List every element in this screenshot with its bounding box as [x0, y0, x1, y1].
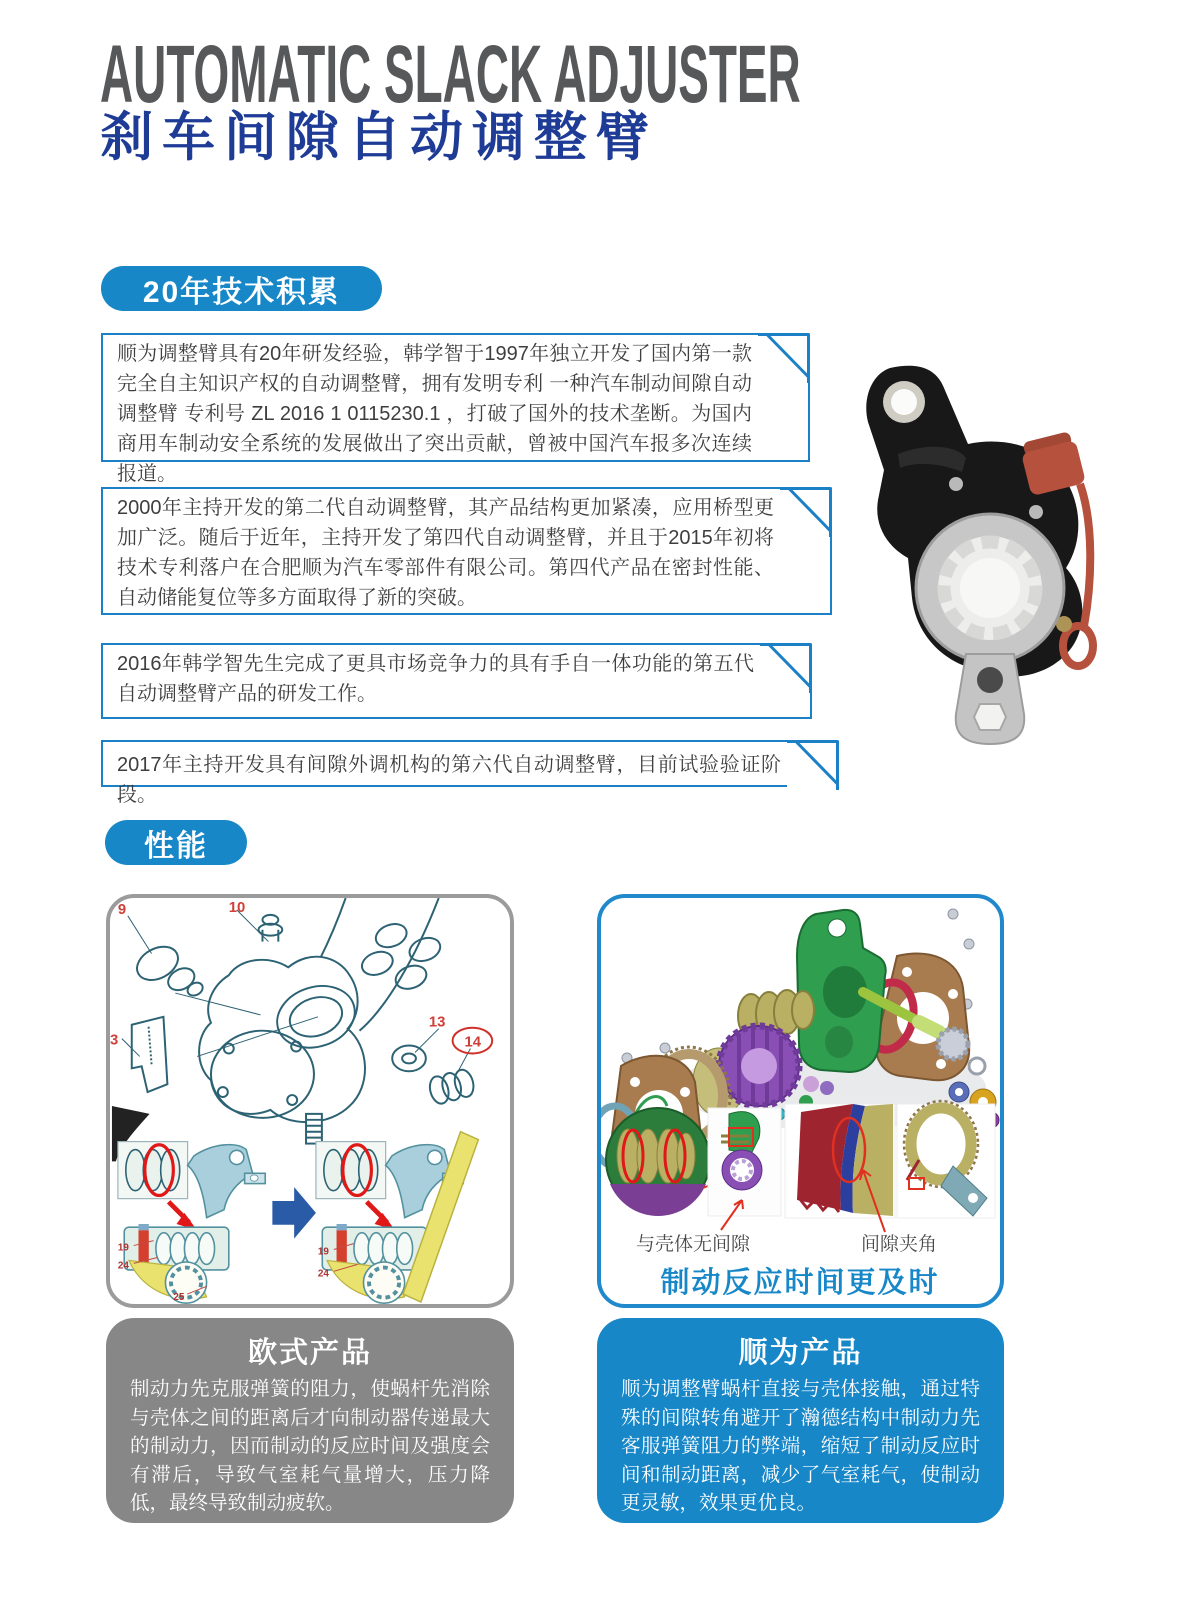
performance-section-badge: 性能 [105, 820, 247, 865]
slack-adjuster-product-photo [838, 362, 1110, 747]
shunwei-product-caption [597, 1318, 1004, 1523]
part-number-24b: 24 [317, 1268, 329, 1280]
detail-thumbnails [606, 1101, 995, 1232]
brake-response-highlight: 制动反应时间更及时 [660, 1267, 940, 1299]
no-gap-label: 与壳体无间隙 [635, 1234, 751, 1255]
part-number-19: 19 [117, 1242, 129, 1254]
blue-transition-arrow [272, 1187, 316, 1238]
part-number-24: 24 [117, 1260, 129, 1272]
history-note-2-text: 2000年主持开发的第二代自动调整臂，其产品结构更加紧凑，应用桥型更加广泛。随后于近年，主持开发了第四代自动调整臂，并且于2015年初将技术专利落户在合肥顺为汽车零部件有限公司。第四代产品在密封性能、自动储能复位等多方面取得了新的突破。 [117, 497, 774, 609]
part-number-25: 25 [173, 1292, 185, 1304]
part-number-14: 14 [464, 1034, 481, 1051]
exploded-line-drawing [112, 898, 476, 1161]
part-number-19b: 19 [317, 1246, 329, 1258]
page-title-chinese: 刹车间隙自动调整臂 [100, 108, 658, 167]
euro-product-body: 制动力先克服弹簧的阻力，使蜗杆先消除与壳体之间的距离后才向制动器传递最大的制动力，因而制动的反应时间及强度会有滞后，导致气室耗气量增大，压力降低，最终导致制动疲软。 [130, 1378, 490, 1514]
gap-angle-label: 间隙夹角 [860, 1234, 938, 1255]
page-title-english-text: AUTOMATIC SLACK ADJUSTER [100, 29, 801, 120]
shunwei-product-body: 顺为调整臂蜗杆直接与壳体接触，通过特殊的间隙转角避开了瀚德结构中制动力先客服弹簧阻力的弊端，缩短了制动反应时间和制动距离，减少了气室耗气，使制动更灵敏，效果更优良。 [621, 1378, 980, 1514]
history-note-1-text: 顺为调整臂具有20年研发经验，韩学智于1997年独立开发了国内第一款完全自主知识产权的自动调整臂，拥有发明专利 一种汽车制动间隙自动调整臂 专利号 ZL 2016 1 0115230.1 ，打破了国外的技术垄断。为国内商用车制动安全系统的发展做出了突出贡献，曾被中国汽车报多次连续报道。 [117, 343, 752, 485]
history-note-4 [101, 740, 839, 806]
part-number-3: 3 [110, 1032, 119, 1049]
folded-corner-icon [780, 487, 832, 537]
history-section-badge: 20年技术积累 [101, 266, 382, 311]
history-note-2 [101, 487, 832, 615]
folded-corner-icon [787, 740, 839, 790]
euro-product-caption [106, 1318, 514, 1523]
folded-corner-icon [758, 333, 810, 383]
folded-corner-icon [760, 643, 812, 693]
history-note-1 [101, 333, 810, 485]
shunwei-exploded-view [601, 898, 1000, 1304]
page-title-english [100, 29, 1200, 120]
before-adjustment-diagram [118, 1142, 265, 1304]
history-note-3 [101, 643, 812, 719]
shunwei-product-panel [597, 894, 1004, 1308]
part-number-13: 13 [428, 1014, 446, 1031]
part-number-10: 10 [228, 899, 246, 916]
part-number-9: 9 [117, 901, 127, 918]
shunwei-product-title: 顺为产品 [738, 1337, 863, 1369]
euro-product-diagram-panel [106, 894, 514, 1308]
euro-product-diagram [110, 898, 510, 1304]
history-note-3-text: 2016年韩学智先生完成了更具市场竞争力的具有手自一体功能的第五代自动调整臂产品的研发工作。 [117, 653, 754, 705]
history-note-4-text: 2017年主持开发具有间隙外调机构的第六代自动调整臂，目前试验验证阶段。 [117, 754, 781, 806]
euro-product-title: 欧式产品 [247, 1337, 372, 1369]
